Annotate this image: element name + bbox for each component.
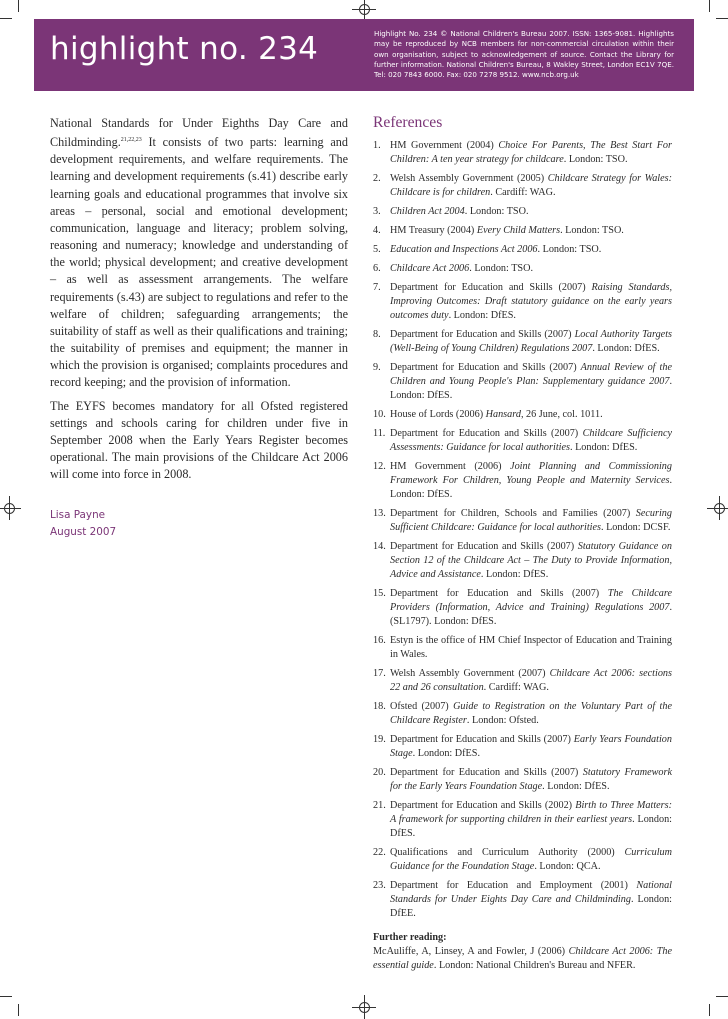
reference-item <box>373 700 672 728</box>
reference-number: 9. <box>373 362 381 373</box>
reference-text: Department for Education and Skills (2002) <box>390 800 576 811</box>
reference-text: Ofsted (2007) <box>390 701 454 712</box>
crop-mark <box>18 0 19 12</box>
reference-item <box>373 243 672 257</box>
reference-item <box>373 460 672 502</box>
further-reading-text: McAuliffe, A, Linsey, A and Fowler, J (2006) <box>373 946 569 957</box>
reference-number: 17. <box>373 668 386 679</box>
reference-text: . London: QCA. <box>534 861 601 872</box>
page-title: highlight no. 234 <box>50 31 319 67</box>
reference-text: Estyn is the office of HM Chief Inspector of Education and Training in Wales. <box>390 635 672 660</box>
reference-title: Every Child Matters <box>476 225 561 236</box>
reference-title: Childcare Strategy for Wales: Childcare is for children <box>390 173 673 198</box>
reference-number: 23. <box>373 880 386 891</box>
reference-text: . London: DfES. <box>412 748 480 759</box>
reference-number: 3. <box>373 206 381 217</box>
reference-text: Department for Education and Skills (2007) <box>390 282 592 293</box>
reference-text: Welsh Assembly Government (2005) <box>390 173 548 184</box>
reference-text: HM Treasury (2004) <box>390 225 477 236</box>
reference-item <box>373 262 672 276</box>
reference-text: . Cardiff: WAG. <box>490 187 556 198</box>
reference-item <box>373 361 672 403</box>
reference-number: 18. <box>373 701 386 712</box>
reference-title: Children Act 2004 <box>390 206 465 217</box>
author-block <box>50 507 348 541</box>
reference-number: 21. <box>373 800 386 811</box>
reference-item <box>373 427 672 455</box>
reference-title: The Childcare Providers (Information, Advice and Training) Regulations 2007 <box>390 588 672 613</box>
reference-item <box>373 766 672 794</box>
reference-number: 19. <box>373 734 386 745</box>
reference-text: . London: DCSF. <box>600 522 671 533</box>
reference-title: Childcare Act 2006: sections 22 and 26 consultation <box>390 668 672 693</box>
reference-title: Birth to Three Matters: A framework for supporting children in their earliest years <box>390 800 672 825</box>
registration-mark <box>712 501 726 515</box>
copyright-notice: Highlight No. 234 © National Children's Bureau 2007. ISSN: 1365-9081. Highlights may be reproduced by NCB members for non-commercial circulation within their own organisation, subject to acknowledgement of source. Contact the Library for further information. National Children's Bureau, 8 Wakley Street, London EC1V 7QE. Tel: 020 7843 6000. Fax: 020 7278 9512. www.ncb.org.uk <box>374 29 674 80</box>
crop-mark <box>716 18 728 19</box>
reference-text: . London: TSO. <box>560 225 624 236</box>
reference-text: . London: TSO. <box>469 263 534 274</box>
reference-item <box>373 799 672 841</box>
registration-mark <box>2 501 16 515</box>
references-heading: References <box>373 114 443 131</box>
reference-item <box>373 733 672 761</box>
reference-number: 5. <box>373 244 381 255</box>
reference-number: 8. <box>373 329 381 340</box>
reference-item <box>373 205 672 219</box>
reference-title: Annual Review of the Children and Young People's Plan: Supplementary guidance 2007 <box>390 362 672 387</box>
reference-title: Statutory Guidance on Section 12 of the Childcare Act – The Duty to Provide Information, Advice and Assistance <box>390 541 672 580</box>
reference-number: 7. <box>373 282 381 293</box>
crop-mark <box>0 18 12 19</box>
registration-mark <box>357 2 371 16</box>
reference-text: . London: Ofsted. <box>466 715 539 726</box>
reference-number: 12. <box>373 461 386 472</box>
reference-number: 15. <box>373 588 386 599</box>
reference-title: Hansard <box>485 409 521 420</box>
reference-item <box>373 587 672 629</box>
reference-text: . London: TSO. <box>563 154 628 165</box>
reference-text: Welsh Assembly Government (2007) <box>390 668 550 679</box>
references-column <box>373 113 672 973</box>
reference-text: Department for Education and Skills (2007) <box>390 767 583 778</box>
reference-item <box>373 139 672 167</box>
reference-item <box>373 281 672 323</box>
reference-item <box>373 846 672 874</box>
reference-text: . London: DfES. <box>390 814 672 839</box>
reference-text: . Cardiff: WAG. <box>483 682 549 693</box>
reference-title: National Standards for Under Eights Day Care and Childminding <box>390 880 672 905</box>
reference-item <box>373 667 672 695</box>
reference-number: 20. <box>373 767 386 778</box>
reference-text: Qualifications and Curriculum Authority (2000) <box>390 847 625 858</box>
reference-item <box>373 408 672 422</box>
reference-text: . (SL1797). London: DfES. <box>390 602 672 627</box>
reference-item <box>373 328 672 356</box>
body-column <box>50 115 348 541</box>
reference-title: Education and Inspections Act 2006 <box>390 244 538 255</box>
reference-title: Local Authority Targets (Well-Being of Young Children) Regulations 2007 <box>390 329 672 354</box>
further-reading-entry <box>373 945 672 973</box>
reference-text: . London: DfES. <box>390 475 672 500</box>
reference-number: 14. <box>373 541 386 552</box>
footnote-marker: 21,22,23 <box>120 137 142 144</box>
reference-text: . London: DfES. <box>390 376 672 401</box>
reference-number: 10. <box>373 409 386 420</box>
reference-item <box>373 634 672 662</box>
reference-number: 6. <box>373 263 381 274</box>
reference-text: , 26 June, col. 1011. <box>520 409 603 420</box>
reference-text: . London: TSO. <box>537 244 602 255</box>
reference-text: Department for Children, Schools and Families (2007) <box>390 508 636 519</box>
crop-mark <box>716 996 728 997</box>
reference-text: Department for Education and Skills (2007) <box>390 588 608 599</box>
reference-item <box>373 224 672 238</box>
reference-title: Joint Planning and Commissioning Framework For Children, Young People and Maternity Services <box>390 461 672 486</box>
reference-number: 16. <box>373 635 386 646</box>
crop-mark <box>709 1004 710 1016</box>
reference-number: 1. <box>373 140 381 151</box>
reference-text: . London: DfES. <box>592 343 660 354</box>
reference-text: Department for Education and Skills (2007) <box>390 428 583 439</box>
further-reading-heading: Further reading: <box>373 932 447 943</box>
reference-text: Department for Education and Skills (2007) <box>390 734 574 745</box>
reference-title: Curriculum Guidance for the Foundation Stage <box>390 847 672 872</box>
reference-title: Childcare Act 2006 <box>390 263 470 274</box>
references-list <box>373 139 672 921</box>
reference-text: Department for Education and Employment (2001) <box>390 880 637 891</box>
reference-text: . London: TSO. <box>464 206 529 217</box>
reference-text: HM Government (2004) <box>390 140 499 151</box>
reference-item <box>373 507 672 535</box>
body-paragraph <box>50 115 348 392</box>
reference-text: . London: DfES. <box>448 310 516 321</box>
header-banner <box>34 19 694 91</box>
reference-title: Childcare Sufficiency Assessments: Guidance for local authorities <box>390 428 673 453</box>
reference-text: HM Government (2006) <box>390 461 511 472</box>
reference-number: 4. <box>373 225 381 236</box>
registration-mark <box>357 1000 371 1014</box>
crop-mark <box>0 996 12 997</box>
reference-text: . London: DfES. <box>542 781 610 792</box>
further-reading-text: . London: National Children's Bureau and NFER. <box>433 960 636 971</box>
reference-text: . London: DfES. <box>569 442 638 453</box>
reference-number: 13. <box>373 508 386 519</box>
body-text: National Standards for Under Eighths Day Care and Childminding. <box>50 116 348 150</box>
reference-title: Early Years Foundation Stage <box>390 734 672 759</box>
reference-number: 2. <box>373 173 381 184</box>
reference-text: Department for Education and Skills (2007) <box>390 362 581 373</box>
reference-text: Department for Education and Skills (2007) <box>390 329 575 340</box>
reference-title: Statutory Framework for the Early Years Foundation Stage <box>390 767 672 792</box>
reference-title: Raising Standards, Improving Outcomes: Draft statutory guidance on the early years outcomes duty <box>390 282 672 321</box>
body-text: It consists of two parts: learning and development requirements, and welfare requirements. The learning and development requirements (s.41) describe early learning goals and educational programmes that involve six areas – personal, social and emotional development; communication, language and literacy; problem solving, reasoning and numeracy; knowledge and understanding of the world; physical development; and creative development – as well as assessment arrangements. The welfare requirements (s.43) are subject to regulations and refer to the welfare of children; safeguarding arrangements; the suitability of staff as well as their qualifications and training; the suitability of premises and equipment; the manner in which the provision is organised; complaints procedures and record keeping; and the provision of information. <box>50 135 348 390</box>
reference-text: . London: DfEE. <box>390 894 672 919</box>
author-name: Lisa Payne <box>50 509 106 522</box>
reference-title: Securing Sufficient Childcare: Guidance for local authorities <box>390 508 672 533</box>
reference-number: 22. <box>373 847 386 858</box>
reference-number: 11. <box>373 428 386 439</box>
author-date: August 2007 <box>50 526 117 539</box>
further-reading-title: Childcare Act 2006: The essential guide <box>373 946 672 971</box>
reference-text: . London: DfES. <box>480 569 549 580</box>
crop-mark <box>709 0 710 12</box>
reference-text: House of Lords (2006) <box>390 409 486 420</box>
reference-item <box>373 172 672 200</box>
reference-item <box>373 540 672 582</box>
body-paragraph: The EYFS becomes mandatory for all Ofsted registered settings and schools caring for children under five in September 2008 when the Early Years Register becomes operational. The main provisions of the Childcare Act 2006 will come into force in 2008. <box>50 398 348 482</box>
reference-item <box>373 879 672 921</box>
crop-mark <box>18 1004 19 1016</box>
reference-title: Choice For Parents, The Best Start For Children: A ten year strategy for childcare <box>390 140 672 165</box>
reference-title: Guide to Registration on the Voluntary Part of the Childcare Register <box>390 701 672 726</box>
reference-text: Department for Education and Skills (2007) <box>390 541 578 552</box>
